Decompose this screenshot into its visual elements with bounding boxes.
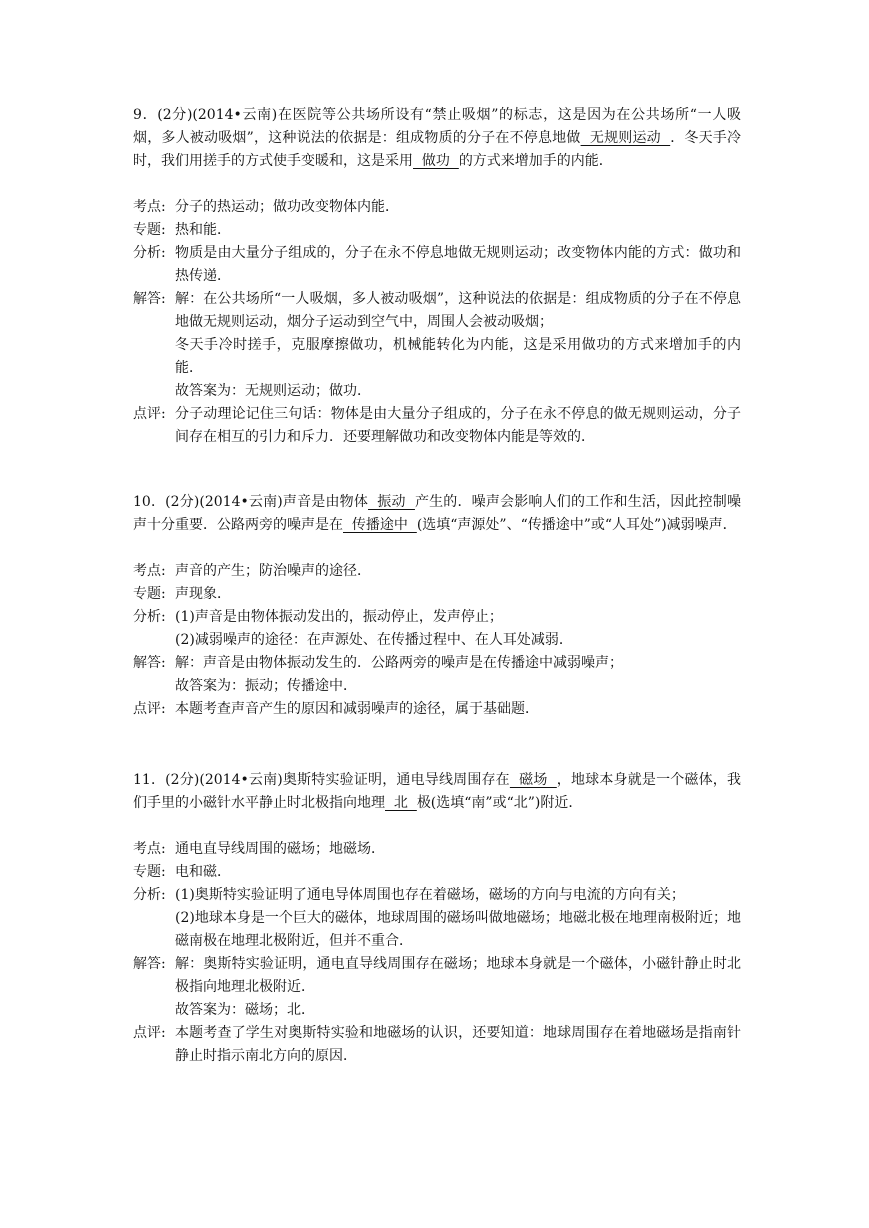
dianping-text: 本题考查声音产生的原因和减弱噪声的途径，属于基础题． xyxy=(175,701,539,717)
zhuanti-label: 专题: xyxy=(133,586,166,602)
fenxi-label: 分析: xyxy=(133,245,166,261)
question-stem: 9．(2分)(2014•云南)在医院等公共场所设有“禁止吸烟”的标志，这是因为在公共场所“一人吸烟，多人被动吸烟”，这种说法的依据是：组成物质的分子在不停息地做 无规则运动 ．冬天手冷时，我们用搓手的方式使手变暖和，这是采用 做功 的方式来增加手的内能． xyxy=(133,107,741,169)
fenxi-row xyxy=(133,884,741,953)
fenxi-text: (1)声音是由物体振动发出的，振动停止，发声停止； xyxy=(175,609,503,625)
dianping-text: 分子动理论记住三句话：物体是由大量分子组成的，分子在永不停息的做无规则运动，分子间存在相互的引力和斥力．还要理解做功和改变物体内能是等效的． xyxy=(175,406,741,445)
kaodian-label: 考点: xyxy=(133,841,166,857)
answer-blank: 磁场 xyxy=(509,772,557,788)
question-10 xyxy=(133,491,741,721)
fenxi-text: (2)减弱噪声的途径：在声源处、在传播过程中、在人耳处减弱． xyxy=(175,632,573,648)
dianping-row xyxy=(133,698,741,721)
jieda-row xyxy=(133,288,741,403)
jieda-text: 冬天手冷时搓手，克服摩擦做功，机械能转化为内能，这是采用做功的方式来增加手的内能． xyxy=(175,337,741,376)
fenxi-text: (1)奥斯特实验证明了通电导体周围也存在着磁场，磁场的方向与电流的方向有关； xyxy=(175,887,685,903)
answer-blank: 无规则运动 xyxy=(580,130,671,146)
kaodian-label: 考点: xyxy=(133,563,166,579)
zhuanti-row xyxy=(133,861,741,884)
fenxi-label: 分析: xyxy=(133,609,166,625)
question-11 xyxy=(133,769,741,1068)
jieda-label: 解答: xyxy=(133,655,166,671)
jieda-text: 解：在公共场所“一人吸烟，多人被动吸烟”，这种说法的依据是：组成物质的分子在不停息地做无规则运动，烟分子运动到空气中，周围人会被动吸烟； xyxy=(175,291,741,330)
dianping-label: 点评: xyxy=(133,406,166,422)
zhuanti-label: 专题: xyxy=(133,222,166,238)
question-stem: 10．(2分)(2014•云南)声音是由物体 振动 产生的．噪声会影响人们的工作和生活，因此控制噪声十分重要．公路两旁的噪声是在 传播途中 (选填“声源处”、“传播途中”或“人耳处”)减弱噪声． xyxy=(133,494,741,533)
fenxi-text: 物质是由大量分子组成的，分子在永不停息地做无规则运动；改变物体内能的方式：做功和热传递． xyxy=(175,245,741,284)
question-stem: 11．(2分)(2014•云南)奥斯特实验证明，通电导线周围存在 磁场 ，地球本身就是一个磁体，我们手里的小磁针水平静止时北极指向地理 北 极(选填“南”或“北”)附近． xyxy=(133,772,741,811)
dianping-text: 本题考查了学生对奥斯特实验和地磁场的认识，还要知道：地球周围存在着地磁场是指南针静止时指示南北方向的原因． xyxy=(175,1025,741,1064)
jieda-label: 解答: xyxy=(133,291,166,307)
answer-blank: 做功 xyxy=(413,153,459,169)
zhuanti-text: 热和能． xyxy=(175,222,231,238)
jieda-row xyxy=(133,953,741,1022)
zhuanti-row xyxy=(133,583,741,606)
zhuanti-label: 专题: xyxy=(133,864,166,880)
kaodian-row xyxy=(133,560,741,583)
solution-block xyxy=(133,838,741,1068)
kaodian-row xyxy=(133,196,741,219)
fenxi-label: 分析: xyxy=(133,887,166,903)
jieda-text: 解：奥斯特实验证明，通电直导线周围存在磁场；地球本身就是一个磁体，小磁针静止时北极指向地理北极附近． xyxy=(175,956,741,995)
jieda-answer: 故答案为：无规则运动；做功． xyxy=(175,383,371,399)
fenxi-text: (2)地球本身是一个巨大的磁体，地球周围的磁场叫做地磁场；地磁北极在地理南极附近；地磁南极在地理北极附近，但并不重合． xyxy=(175,910,741,949)
answer-blank: 北 xyxy=(385,795,417,811)
kaodian-text: 通电直导线周围的磁场；地磁场． xyxy=(175,841,385,857)
jieda-answer: 故答案为：振动；传播途中． xyxy=(175,678,357,694)
question-9 xyxy=(133,104,741,449)
solution-block xyxy=(133,196,741,449)
kaodian-text: 分子的热运动；做功改变物体内能． xyxy=(175,199,399,215)
zhuanti-text: 电和磁． xyxy=(175,864,231,880)
dianping-row xyxy=(133,403,741,449)
fenxi-row xyxy=(133,242,741,288)
jieda-row xyxy=(133,652,741,698)
kaodian-text: 声音的产生；防治噪声的途径． xyxy=(175,563,371,579)
dianping-row xyxy=(133,1022,741,1068)
dianping-label: 点评: xyxy=(133,1025,166,1041)
answer-blank: 传播途中 xyxy=(343,517,417,533)
dianping-label: 点评: xyxy=(133,701,166,717)
answer-blank: 振动 xyxy=(368,494,415,510)
solution-block xyxy=(133,560,741,721)
kaodian-row xyxy=(133,838,741,861)
jieda-label: 解答: xyxy=(133,956,166,972)
zhuanti-text: 声现象． xyxy=(175,586,231,602)
zhuanti-row xyxy=(133,219,741,242)
jieda-answer: 故答案为：磁场；北． xyxy=(175,1002,315,1018)
jieda-text: 解：声音是由物体振动发生的．公路两旁的噪声是在传播途中减弱噪声； xyxy=(175,655,623,671)
fenxi-row xyxy=(133,606,741,652)
kaodian-label: 考点: xyxy=(133,199,166,215)
